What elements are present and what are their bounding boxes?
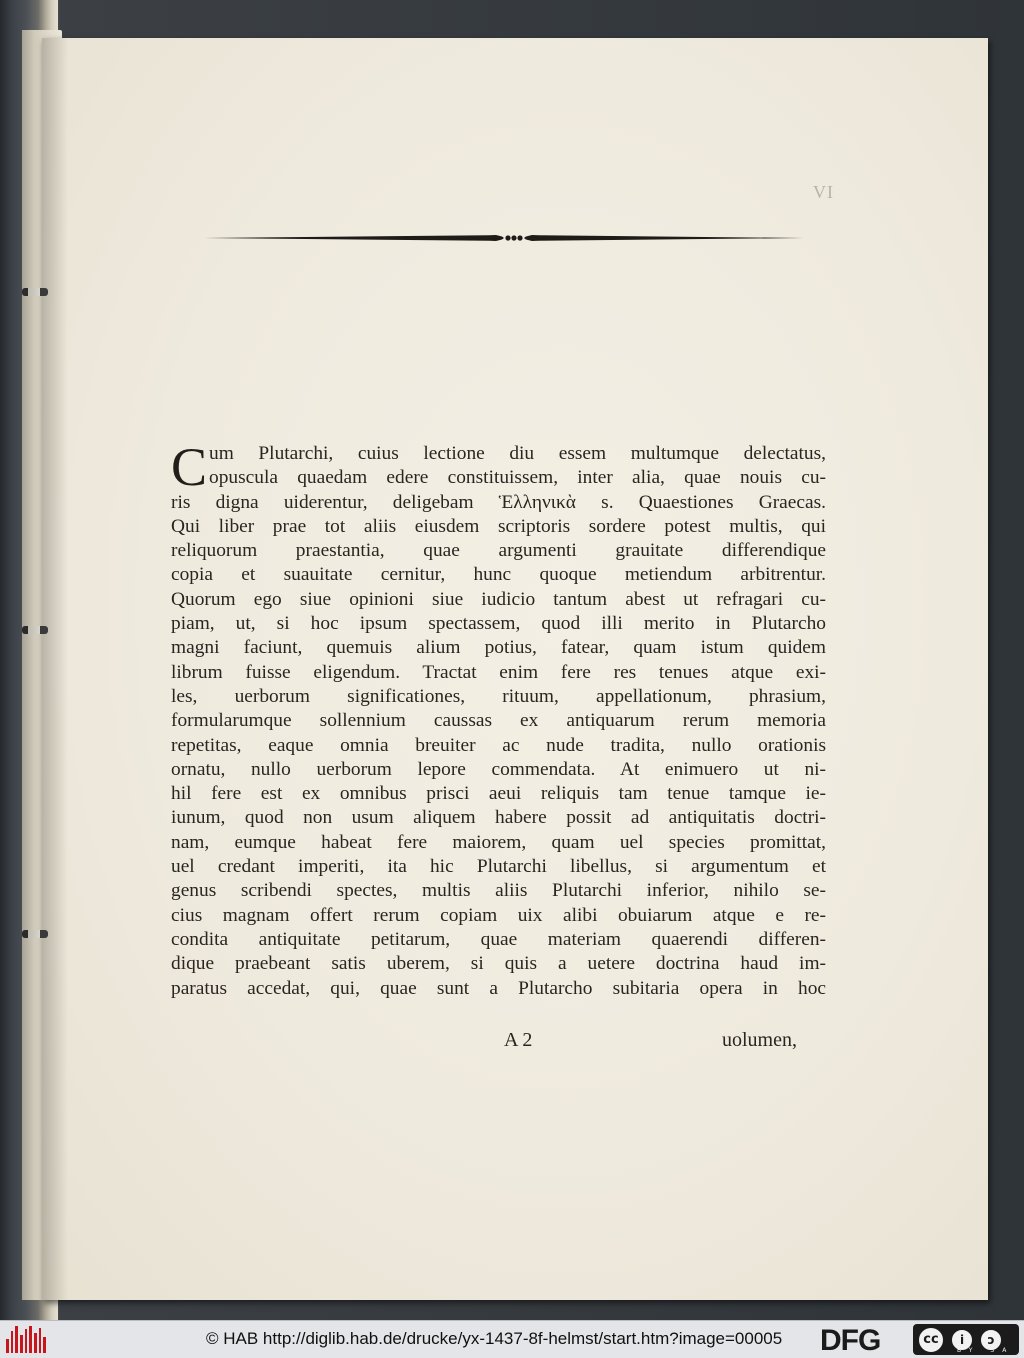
text-line: Qui liber prae tot aliis eiusdem scriptoris sordere potest multis, qui [171, 515, 826, 537]
ornamental-rule [204, 233, 804, 243]
cc-icon: cc [917, 1326, 945, 1354]
body-text [171, 437, 826, 1001]
text-line: iunum, quod non usum aliquem habere possit ad antiquitatis doctri- [171, 807, 826, 829]
text-line: magni faciunt, quemuis alium potius, fatear, quam istum quidem [171, 637, 826, 659]
text-line: copia et suauitate cernitur, hunc quoque metiendum arbitrentur. [171, 564, 826, 586]
text-line: les, uerborum significationes, rituum, appellationum, phrasium, [171, 685, 826, 707]
gutter-shadow [42, 38, 68, 1300]
text-line: formularumque sollennium caussas ex antiquarum rerum memoria [171, 710, 826, 732]
text-line: genus scribendi spectes, multis aliis Plutarchi inferior, nihilo se- [171, 880, 826, 902]
text-line: hil fere est ex omnibus prisci aeui reliquis tam tenue tamque ie- [171, 783, 826, 805]
text-line: uel credant imperiti, ita hic Plutarchi libellus, si argumentum et [171, 856, 826, 878]
binding-stitch [22, 288, 48, 296]
text-line: dique praebeant satis uberem, si quis a uetere doctrina haud im- [171, 953, 826, 975]
text-line: opuscula quaedam edere constituissem, inter alia, quae nouis cu- [209, 467, 826, 489]
text-line: nam, eumque habeat fere maiorem, quam uel species promittat, [171, 831, 826, 853]
drop-cap: C [171, 437, 208, 497]
attribution-link[interactable]: © HAB http://diglib.hab.de/drucke/yx-1437-8f-helmst/start.htm?image=00005 [206, 1329, 783, 1348]
dfg-logo: DFG [820, 1324, 881, 1357]
text-line: paratus accedat, qui, quae sunt a Plutarcho subitaria opera in hoc [171, 977, 826, 999]
by-icon: i [950, 1328, 974, 1352]
cc-license-labels: BY SA [957, 1347, 1015, 1354]
signature-mark: A 2 [504, 1029, 533, 1051]
page-number: VI [813, 182, 834, 202]
binding-stitch [22, 626, 48, 634]
text-line: repetitas, eaque omnia breuiter ac nude tradita, nullo orationis [171, 734, 826, 756]
text-line: librum fuisse eligendum. Tractat enim fere res tenues atque exi- [171, 661, 826, 683]
text-line: Quorum ego siue opinioni siue iudicio tantum abest ut refragari cu- [171, 588, 826, 610]
binding-stitch [22, 930, 48, 938]
text-line: cius magnam offert rerum copiam uix alibi obuiarum atque e re- [171, 904, 826, 926]
text-line: reliquorum praestantia, quae argumenti grauitate differendique [171, 540, 826, 562]
text-line: condita antiquitate petitarum, quae materiam quaerendi differen- [171, 928, 826, 950]
text-line: ornatu, nullo uerborum lepore commendata. At enimuero ut ni- [171, 758, 826, 780]
sa-icon: ↄ [979, 1328, 1003, 1352]
text-line: um Plutarchi, cuius lectione diu essem multumque delectatus, [209, 443, 826, 464]
hab-logo-icon [6, 1326, 46, 1353]
viewer-footer-bar [0, 1320, 1024, 1358]
text-line: ris digna uiderentur, deligebam Ἑλληνικὰ s. Quaestiones Graecas. [171, 491, 826, 513]
text-line: piam, ut, si hoc ipsum spectassem, quod illi merito in Plutarcho [171, 613, 826, 635]
catchword: uolumen, [722, 1029, 797, 1051]
